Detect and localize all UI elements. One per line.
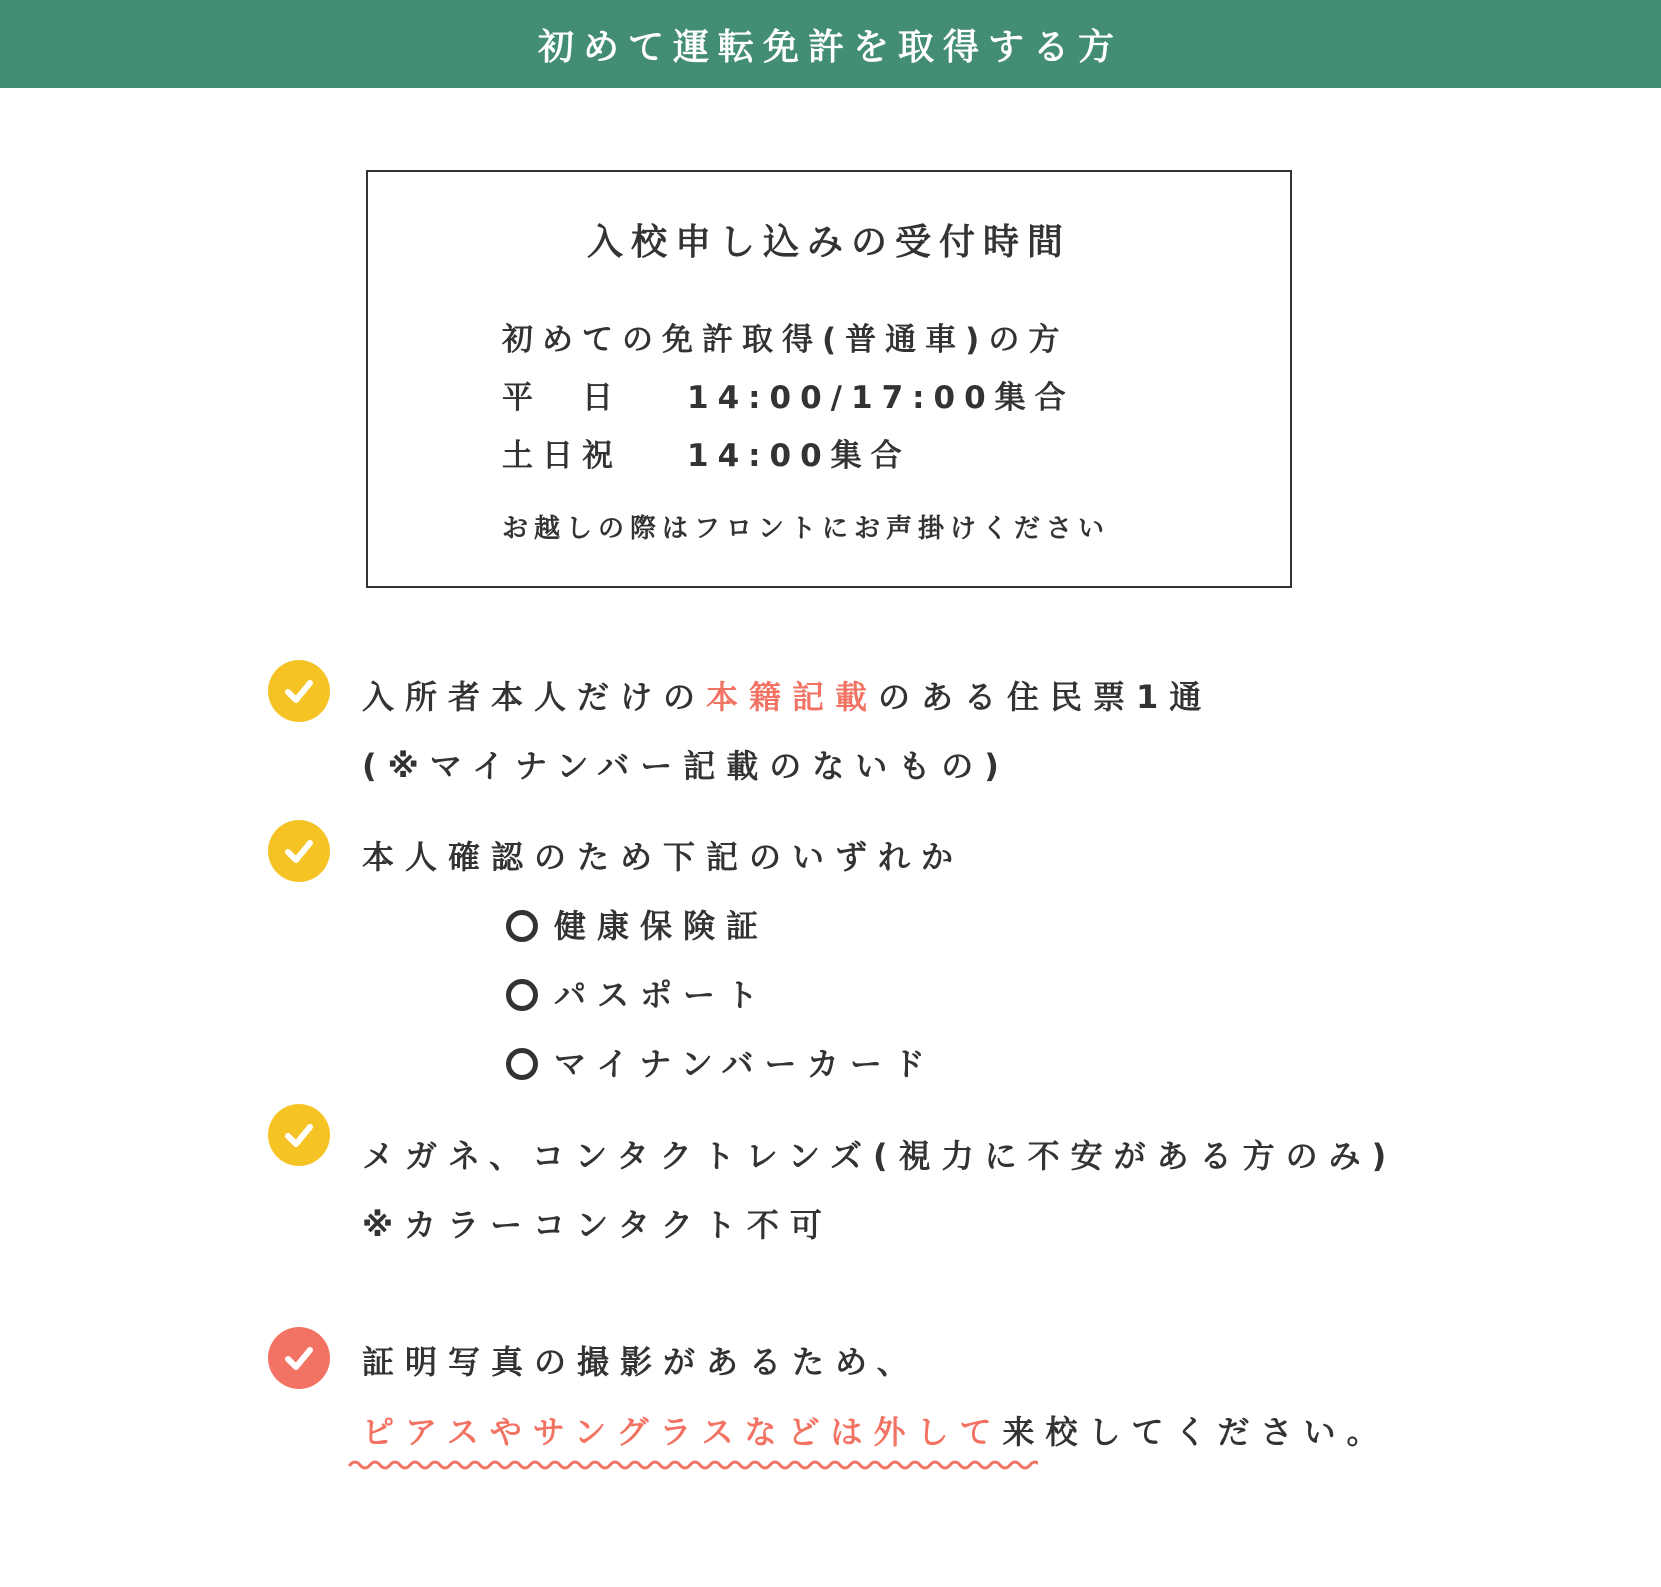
page-header [0,0,1661,88]
item-text-part: 来校してください。 [1002,1413,1390,1451]
item-id-check-line1: 本人確認のため下記のいずれか [362,838,965,876]
item-glasses-line1: メガネ、コンタクトレンズ(視力に不安がある方のみ) [362,1137,1398,1175]
item-glasses-line2: ※カラーコンタクト不可 [362,1206,833,1244]
item-text-part: のある住民票1通 [878,678,1213,716]
id-option-item [506,975,769,1015]
id-option-item [506,906,769,946]
id-option-label: マイナンバーカード [554,1045,936,1083]
hours-row-label: 土日祝 [502,438,622,474]
id-option-item [506,1044,936,1084]
item-photo-line2 [362,1412,1390,1452]
check-icon [268,820,330,882]
reception-hours-title: 入校申し込みの受付時間 [586,222,1071,263]
hours-row-value: 14:00/17:00集合 [687,380,1075,416]
item-highlight: ピアスやサングラスなどは外して [362,1413,1003,1451]
circle-bullet-icon [506,1048,538,1080]
check-icon [268,660,330,722]
reception-hours-subtitle: 初めての免許取得(普通車)の方 [502,322,1069,358]
item-resident-card-line2: (※マイナンバー記載のないもの) [362,747,1010,785]
reception-hours-box [366,170,1292,588]
hours-row-label: 平 日 [502,380,622,416]
circle-bullet-icon [506,910,538,942]
item-resident-card-line1 [362,677,1212,717]
hours-row-weekday [502,372,1075,417]
id-option-label: パスポート [554,976,770,1014]
hours-row-value: 14:00集合 [687,438,911,474]
item-text-part: 入所者本人だけの [362,678,707,716]
wavy-underline [348,1458,1038,1472]
reception-hours-note: お越しの際はフロントにお声掛けください [502,514,1111,544]
check-icon [268,1104,330,1166]
item-highlight: 本籍記載 [706,678,879,716]
check-icon [268,1327,330,1389]
hours-row-weekend [502,430,911,475]
id-option-label: 健康保険証 [554,907,770,945]
circle-bullet-icon [506,979,538,1011]
page-title: 初めて運転免許を取得する方 [537,26,1123,68]
item-photo-line1: 証明写真の撮影があるため、 [362,1343,920,1381]
